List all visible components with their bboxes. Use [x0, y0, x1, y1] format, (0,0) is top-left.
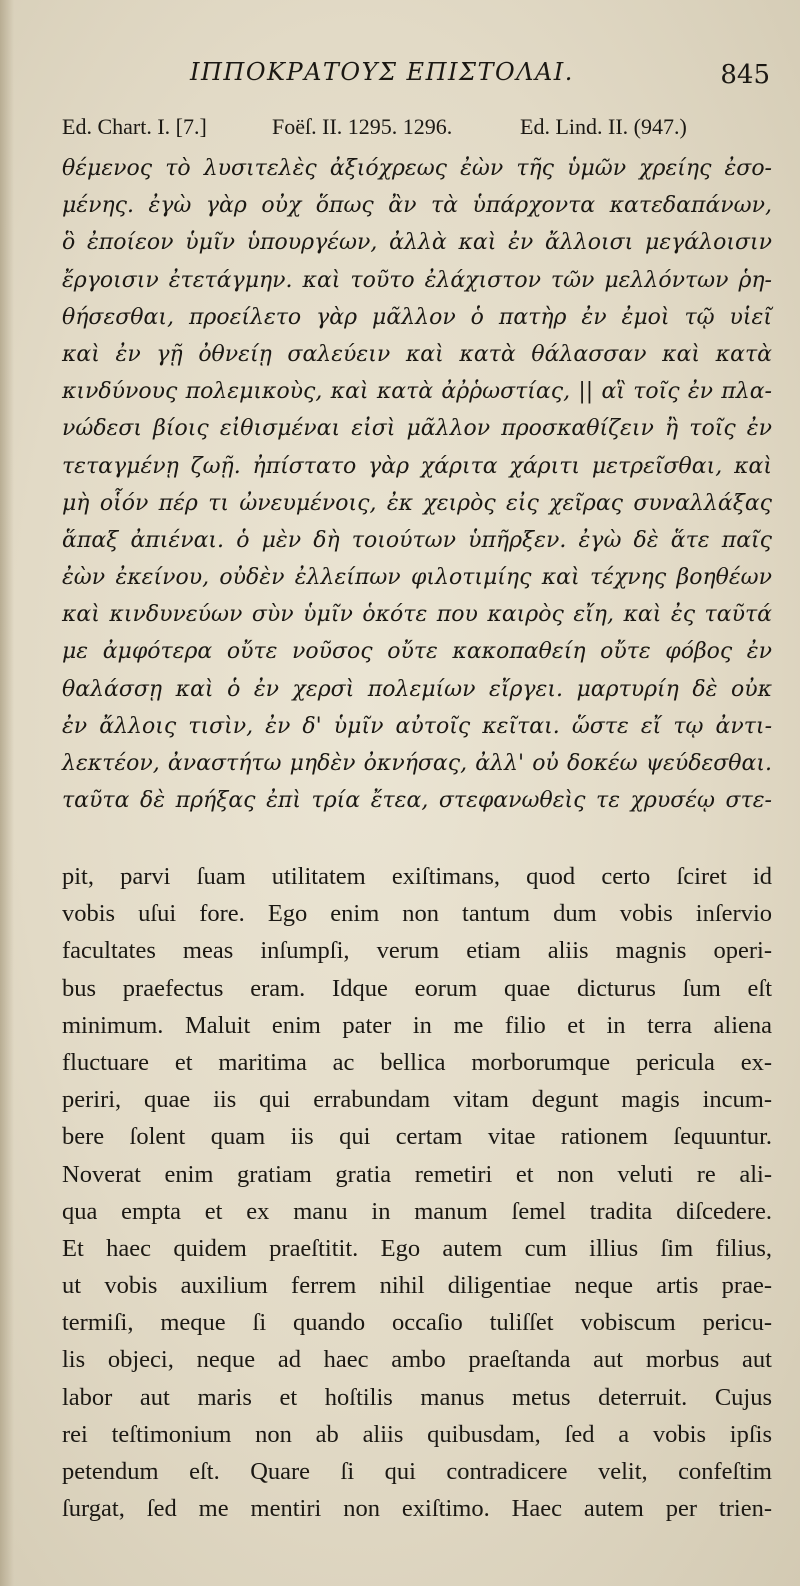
- page-number: 845: [720, 60, 770, 90]
- running-header: [190, 58, 770, 90]
- running-title: ΙΠΠΟΚΡΑΤΟΥΣ ΕΠΙΣΤΟΛΑΙ.: [190, 58, 574, 86]
- latin-text-block: [62, 858, 772, 1527]
- greek-line: με ἀμφότερα οὔτε νοῦσος οὔτε κακοπαθείη οὔτε φόβος ἐν: [62, 639, 772, 665]
- latin-line: vobis uſui fore. Ego enim non tantum dum vobis inſervio: [62, 900, 772, 928]
- greek-line: ἅπαξ ἀπιέναι. ὁ μὲν δὴ τοιούτων ὑπῆρξεν. ἐγὼ δὲ ἅτε παῖς: [62, 527, 772, 553]
- latin-line: facultates meas inſumpſi, verum etiam aliis magnis operi-: [62, 937, 772, 965]
- greek-line: θήσεσθαι, προείλετο γὰρ μᾶλλον ὁ πατὴρ ἐν ἐμοὶ τῷ υἱεῖ: [62, 304, 772, 330]
- greek-line: καὶ ἐν γῇ ὀθνείῃ σαλεύειν καὶ κατὰ θάλασσαν καὶ κατὰ: [62, 341, 772, 367]
- latin-line: pit, parvi ſuam utilitatem exiſtimans, quod certo ſciret id: [62, 863, 772, 890]
- latin-line: fluctuare et maritima ac bellica morborumque pericula ex-: [62, 1048, 772, 1076]
- greek-line: ὃ ἐποίεον ὑμῖν ὑπουργέων, ἀλλὰ καὶ ἐν ἄλλοισι μεγάλοισιν: [62, 230, 772, 256]
- greek-line: θέμενος τὸ λυσιτελὲς ἀξιόχρεως ἐὼν τῆς ὑμῶν χρείης ἐσο-: [62, 156, 772, 181]
- greek-line: ἐν ἄλλοις τισὶν, ἐν δ' ὑμῖν αὐτοῖς κεῖται. ὥστε εἴ τῳ ἀντι-: [62, 713, 772, 739]
- latin-line: labor aut maris et hoſtilis manus metus deterruit. Cujus: [62, 1383, 772, 1411]
- greek-line: τεταγμένῃ ζωῇ. ἠπίστατο γὰρ χάριτα χάριτι μετρεῖσθαι, καὶ: [62, 453, 772, 479]
- greek-text-block: [62, 150, 772, 819]
- latin-line: ſurgat, ſed me mentiri non exiſtimo. Haec autem per trien-: [62, 1495, 772, 1523]
- latin-line: qua empta et ex manu in manum ſemel tradita diſcedere.: [62, 1197, 772, 1225]
- greek-line: ταῦτα δὲ πρήξας ἐπὶ τρία ἔτεα, στεφανωθεὶς τε χρυσέῳ στε-: [62, 788, 772, 814]
- greek-line: λεκτέον, ἀναστήτω μηδὲν ὀκνήσας, ἀλλ' οὐ δοκέω ψεύδεσθαι.: [62, 751, 772, 776]
- greek-line: μένης. ἐγὼ γὰρ οὐχ ὅπως ἂν τὰ ὑπάρχοντα κατεδαπάνων,: [62, 193, 772, 219]
- latin-line: bus praefectus eram. Idque eorum quae dicturus ſum eſt: [62, 974, 772, 1002]
- edition-ref-chartier: Ed. Chart. I. [7.]: [62, 114, 207, 139]
- latin-line: minimum. Maluit enim pater in me filio et in terra aliena: [62, 1011, 772, 1039]
- edition-ref-linden: Ed. Lind. II. (947.): [520, 114, 687, 139]
- ink-speck: [420, 1210, 422, 1212]
- latin-line: petendum eſt. Quare ſi qui contradicere velit, confeſtim: [62, 1458, 772, 1485]
- greek-line: καὶ κινδυνεύων σὺν ὑμῖν ὁκότε που καιρὸς εἴη, καὶ ἐς ταῦτά: [62, 602, 772, 628]
- latin-line: Noverat enim gratiam gratia remetiri et non veluti re ali-: [62, 1160, 772, 1188]
- latin-line: termiſi, meque ſi quando occaſio tuliſſet vobiscum pericu-: [62, 1309, 772, 1337]
- greek-line: νώδεσι βίοις εἰθισμέναι εἰσὶ μᾶλλον προσκαθίζειν ἢ τοῖς ἐν: [62, 416, 772, 442]
- greek-line: ἔργοισιν ἐτετάγμην. καὶ τοῦτο ἐλάχιστον τῶν μελλόντων ῥη-: [62, 267, 772, 293]
- latin-line: periri, quae iis qui errabundam vitam degunt magis incum-: [62, 1086, 772, 1114]
- latin-line: bere ſolent quam iis qui certam vitae rationem ſequuntur.: [62, 1123, 772, 1151]
- greek-line: ἐὼν ἐκείνου, οὐδὲν ἐλλείπων φιλοτιμίης καὶ τέχνης βοηθέων: [62, 565, 772, 591]
- latin-line: Et haec quidem praeſtitit. Ego autem cum illius ſim filius,: [62, 1234, 772, 1262]
- edition-ref-foesius: Foëſ. II. 1295. 1296.: [272, 114, 453, 139]
- greek-line: κινδύνους πολεμικοὺς, καὶ κατὰ ἀῤῥωστίας, || αἳ τοῖς ἐν πλα-: [62, 379, 772, 405]
- latin-line: rei teſtimonium non ab aliis quibusdam, ſed a vobis ipſis: [62, 1420, 772, 1448]
- greek-line: μὴ οἷόν πέρ τι ὠνευμένοις, ἐκ χειρὸς εἰς χεῖρας συναλλάξας: [62, 490, 772, 516]
- page-edge-shadow: [0, 0, 14, 1586]
- latin-line: ut vobis auxilium ferrem nihil diligentiae neque artis prae-: [62, 1272, 772, 1300]
- latin-line: lis objeci, neque ad haec ambo praeſtanda aut morbus aut: [62, 1346, 772, 1374]
- greek-line: θαλάσσῃ καὶ ὁ ἐν χερσὶ πολεμίων εἴργει. μαρτυρίη δὲ οὐκ: [62, 676, 772, 702]
